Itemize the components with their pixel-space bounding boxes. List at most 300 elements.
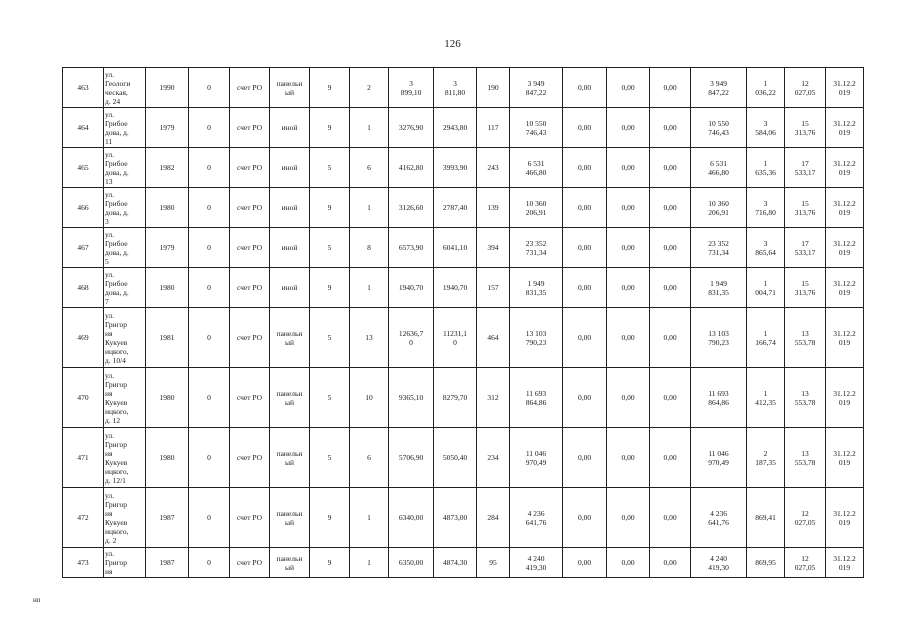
cell-floors-line: 5: [327, 393, 332, 402]
cell-fund-account-line: счет РО: [236, 558, 263, 567]
cell-cost-per-m2-line: 635,36: [755, 167, 776, 177]
cell-cost-limit-line: 313,76: [794, 287, 816, 297]
cell-owners-funds: [691, 368, 747, 428]
cell-fund-regional-line: 0,00: [621, 333, 635, 342]
cell-completion-date-line: 31.12.2: [833, 388, 856, 398]
cell-cost-per-m2: [747, 368, 785, 428]
cell-total-cost-line: 10 550: [525, 118, 547, 128]
cell-fund-local: [650, 108, 691, 148]
cell-entrances-line: 10: [365, 393, 373, 402]
cell-address-line: Грибое: [105, 158, 128, 168]
cell-address: [104, 428, 146, 488]
cell-fund-regional: [607, 228, 650, 268]
cell-area-living-line: 3993,90: [442, 163, 468, 172]
cell-owners-funds-line: 419,30: [708, 562, 729, 572]
cell-total-cost-line: 790,23: [525, 337, 547, 347]
cell-residents: [477, 228, 510, 268]
cell-row-number-line: 466: [77, 203, 89, 212]
cell-area-total-line: 12636,7: [398, 328, 424, 338]
cell-year-built: [146, 268, 189, 308]
cell-fund-local: [650, 268, 691, 308]
cell-total-cost: [510, 148, 563, 188]
cell-total-cost-line: 10 360: [525, 198, 547, 208]
cell-address-line: Григор: [105, 499, 128, 509]
cell-area-living-line: 5050,40: [442, 453, 468, 462]
cell-wall-material-line: иной: [281, 203, 298, 212]
cell-address-line: ул.: [105, 490, 115, 500]
cell-completion-date: [826, 188, 864, 228]
cell-completion-date-line: 019: [838, 397, 851, 407]
cell-completion-date-line: 019: [838, 247, 851, 257]
cell-owners-funds-line: 864,86: [708, 397, 729, 407]
cell-total-cost: [510, 268, 563, 308]
cell-year-built-line: 1987: [159, 513, 175, 522]
cell-entrances-line: 8: [367, 243, 371, 252]
cell-address-line: д. 24: [105, 96, 121, 106]
cell-area-total-line: 0: [409, 337, 413, 347]
table-row: [63, 308, 864, 368]
cell-cost-per-m2-line: 187,35: [755, 457, 776, 467]
cell-zero-value: [189, 368, 230, 428]
cell-zero-value: [189, 428, 230, 488]
cell-area-living: [434, 488, 477, 548]
cell-row-number: [63, 228, 104, 268]
cell-area-living: [434, 228, 477, 268]
cell-address-line: ия: [105, 328, 113, 338]
cell-address-line: 11: [105, 136, 113, 146]
cell-address: [104, 68, 146, 108]
cell-total-cost-line: 11 046: [525, 448, 547, 458]
cell-fund-local: [650, 68, 691, 108]
cell-year-built-line: 1990: [159, 83, 175, 92]
cell-completion-date-line: 019: [838, 287, 851, 297]
cell-fund-local-line: 0,00: [663, 558, 677, 567]
cell-entrances-line: 1: [367, 283, 371, 292]
cell-wall-material: [270, 368, 310, 428]
cell-row-number-line: 470: [77, 393, 89, 402]
cell-fund-local-line: 0,00: [663, 243, 677, 252]
cell-entrances: [350, 368, 389, 428]
cell-residents-line: 284: [487, 513, 499, 522]
cell-owners-funds-line: 13 103: [708, 328, 729, 338]
cell-owners-funds: [691, 548, 747, 578]
table-row: [63, 488, 864, 548]
cell-fund-account-line: счет РО: [236, 203, 263, 212]
cell-wall-material-line: панельн: [276, 553, 303, 563]
cell-address: [104, 228, 146, 268]
cell-address: [104, 548, 146, 578]
cell-cost-limit-line: 13: [801, 388, 809, 398]
cell-fund-regional-line: 0,00: [621, 83, 635, 92]
cell-zero-value: [189, 188, 230, 228]
cell-address: [104, 108, 146, 148]
cell-zero-value: [189, 268, 230, 308]
cell-row-number-line: 473: [77, 558, 89, 567]
cell-entrances-line: 6: [367, 453, 371, 462]
cell-total-cost-line: 831,35: [525, 287, 547, 297]
cell-total-cost: [510, 488, 563, 548]
cell-zero-value-line: 0: [207, 558, 211, 567]
cell-fund-account: [230, 148, 270, 188]
cell-fund-regional-line: 0,00: [621, 203, 635, 212]
cell-zero-value: [189, 148, 230, 188]
cell-fund-account: [230, 548, 270, 578]
cell-cost-limit: [785, 548, 826, 578]
cell-address-line: 3: [105, 216, 109, 226]
cell-cost-limit: [785, 228, 826, 268]
cell-fund-regional: [607, 148, 650, 188]
cell-owners-funds-line: 466,80: [708, 167, 729, 177]
cell-residents-line: 95: [489, 558, 497, 567]
cell-address: [104, 308, 146, 368]
cell-area-total: [389, 428, 434, 488]
cell-residents: [477, 368, 510, 428]
cell-fund-regional-line: 0,00: [621, 453, 635, 462]
cell-fund-account: [230, 308, 270, 368]
cell-completion-date-line: 019: [838, 87, 851, 97]
cell-wall-material: [270, 548, 310, 578]
cell-address-line: ул.: [105, 109, 115, 119]
cell-total-cost-line: 746,43: [525, 127, 547, 137]
cell-cost-per-m2-line: 869,95: [755, 558, 776, 567]
cell-year-built-line: 1980: [159, 453, 175, 462]
cell-year-built-line: 1979: [159, 243, 175, 252]
cell-completion-date-line: 31.12.2: [833, 328, 856, 338]
cell-wall-material-line: панельн: [276, 78, 303, 88]
cell-total-cost-line: 731,34: [525, 247, 547, 257]
cell-completion-date-line: 019: [838, 562, 851, 572]
cell-fund-federal-line: 0,00: [577, 283, 592, 292]
cell-wall-material-line: ый: [284, 457, 295, 467]
cell-entrances-line: 1: [367, 203, 371, 212]
cell-cost-limit: [785, 108, 826, 148]
cell-fund-federal-line: 0,00: [577, 393, 592, 402]
cell-year-built-line: 1980: [159, 283, 175, 292]
cell-fund-local: [650, 428, 691, 488]
cell-floors: [310, 428, 350, 488]
cell-floors-line: 9: [327, 83, 332, 92]
cell-area-total-line: 3: [409, 78, 413, 88]
cell-fund-federal-line: 0,00: [577, 243, 592, 252]
cell-completion-date-line: 019: [838, 337, 851, 347]
cell-cost-per-m2-line: 584,06: [755, 127, 776, 137]
cell-floors: [310, 268, 350, 308]
cell-entrances: [350, 148, 389, 188]
cell-row-number: [63, 148, 104, 188]
cell-area-total-line: 899,10: [400, 87, 422, 97]
cell-wall-material: [270, 108, 310, 148]
cell-owners-funds-line: 11 693: [708, 388, 729, 398]
cell-address: [104, 488, 146, 548]
footer-mark: нп: [33, 596, 41, 604]
cell-area-total: [389, 228, 434, 268]
cell-area-living-line: 3: [453, 78, 457, 88]
cell-cost-limit: [785, 148, 826, 188]
cell-entrances: [350, 488, 389, 548]
cell-wall-material-line: панельн: [276, 328, 303, 338]
cell-cost-per-m2: [747, 188, 785, 228]
cell-entrances-line: 13: [365, 333, 373, 342]
cell-zero-value: [189, 108, 230, 148]
cell-cost-per-m2-line: 004,71: [755, 287, 776, 297]
cell-address-line: 7: [105, 296, 109, 306]
cell-wall-material-line: панельн: [276, 448, 303, 458]
cell-fund-account: [230, 68, 270, 108]
cell-row-number: [63, 488, 104, 548]
cell-cost-per-m2-line: 3: [763, 198, 768, 208]
cell-cost-limit-line: 13: [801, 328, 809, 338]
cell-residents: [477, 548, 510, 578]
cell-address-line: ия: [105, 448, 113, 458]
cell-entrances-line: 6: [367, 163, 371, 172]
cell-row-number: [63, 68, 104, 108]
table-row: [63, 368, 864, 428]
cell-address: [104, 268, 146, 308]
cell-area-living-line: 1940,70: [442, 283, 468, 292]
cell-completion-date: [826, 488, 864, 548]
cell-completion-date-line: 019: [838, 457, 851, 467]
cell-floors: [310, 148, 350, 188]
cell-area-total-line: 6573,90: [398, 243, 424, 252]
cell-fund-local-line: 0,00: [663, 123, 677, 132]
cell-fund-account: [230, 188, 270, 228]
cell-owners-funds: [691, 68, 747, 108]
cell-cost-limit: [785, 68, 826, 108]
cell-zero-value: [189, 228, 230, 268]
page-number: 126: [444, 38, 461, 50]
cell-area-total-line: 6350,00: [398, 558, 424, 567]
cell-row-number: [63, 268, 104, 308]
cell-wall-material-line: ый: [284, 87, 295, 97]
cell-address-line: Грибое: [105, 278, 128, 288]
cell-fund-federal-line: 0,00: [577, 513, 592, 522]
cell-cost-per-m2-line: 036,22: [755, 87, 776, 97]
cell-wall-material-line: ый: [284, 562, 295, 572]
cell-zero-value: [189, 548, 230, 578]
cell-address-line: ия: [105, 388, 113, 398]
cell-fund-federal-line: 0,00: [577, 203, 592, 212]
cell-row-number-line: 472: [77, 513, 89, 522]
cell-total-cost-line: 3 949: [527, 78, 545, 88]
cell-year-built: [146, 308, 189, 368]
cell-fund-federal: [563, 548, 607, 578]
cell-cost-per-m2-line: 1: [763, 328, 768, 338]
cell-fund-local-line: 0,00: [663, 393, 677, 402]
cell-address-line: дова, д.: [105, 127, 129, 137]
cell-address: [104, 368, 146, 428]
cell-fund-federal-line: 0,00: [577, 333, 592, 342]
cell-fund-federal: [563, 228, 607, 268]
cell-cost-limit: [785, 308, 826, 368]
cell-total-cost-line: 847,22: [525, 87, 547, 97]
cell-wall-material-line: иной: [281, 123, 298, 132]
cell-cost-limit-line: 15: [801, 278, 809, 288]
cell-total-cost-line: 4 240: [527, 553, 545, 563]
cell-residents: [477, 308, 510, 368]
cell-year-built: [146, 148, 189, 188]
cell-floors: [310, 308, 350, 368]
cell-row-number-line: 464: [77, 123, 89, 132]
cell-zero-value-line: 0: [207, 163, 211, 172]
cell-area-living: [434, 428, 477, 488]
cell-fund-regional-line: 0,00: [621, 283, 635, 292]
cell-row-number: [63, 548, 104, 578]
housing-register-table-wrapper: [62, 67, 864, 578]
cell-cost-limit-line: 15: [801, 198, 809, 208]
cell-cost-per-m2-line: 1: [763, 278, 768, 288]
cell-zero-value-line: 0: [207, 123, 211, 132]
cell-owners-funds-line: 746,43: [708, 127, 729, 137]
cell-completion-date-line: 31.12.2: [833, 278, 856, 288]
cell-cost-per-m2-line: 869,41: [755, 513, 776, 522]
cell-owners-funds-line: 206,91: [708, 207, 729, 217]
cell-wall-material-line: панельн: [276, 388, 303, 398]
cell-fund-local-line: 0,00: [663, 283, 677, 292]
cell-entrances: [350, 68, 389, 108]
cell-cost-per-m2: [747, 228, 785, 268]
cell-area-total-line: 9365,10: [398, 393, 424, 402]
cell-wall-material: [270, 488, 310, 548]
cell-zero-value-line: 0: [207, 453, 211, 462]
cell-owners-funds: [691, 108, 747, 148]
cell-fund-account: [230, 108, 270, 148]
cell-wall-material: [270, 268, 310, 308]
cell-total-cost-line: 13 103: [525, 328, 547, 338]
cell-fund-regional: [607, 428, 650, 488]
cell-year-built-line: 1982: [159, 163, 175, 172]
cell-cost-limit-line: 12: [801, 553, 809, 563]
cell-residents-line: 394: [487, 243, 499, 252]
cell-area-total-line: 1940,70: [398, 283, 424, 292]
cell-area-living-line: 8279,70: [442, 393, 468, 402]
cell-entrances: [350, 428, 389, 488]
cell-completion-date: [826, 108, 864, 148]
cell-fund-federal: [563, 368, 607, 428]
cell-fund-local-line: 0,00: [663, 163, 677, 172]
cell-fund-federal: [563, 148, 607, 188]
cell-fund-regional-line: 0,00: [621, 513, 635, 522]
cell-address-line: 5: [105, 256, 109, 266]
cell-floors-line: 5: [327, 163, 332, 172]
cell-fund-local: [650, 228, 691, 268]
cell-fund-local-line: 0,00: [663, 83, 677, 92]
cell-completion-date: [826, 428, 864, 488]
cell-area-living-line: 4874,30: [442, 558, 468, 567]
cell-entrances-line: 1: [367, 558, 371, 567]
cell-floors-line: 9: [327, 203, 332, 212]
cell-address-line: ул.: [105, 149, 115, 159]
cell-address-line: Грибое: [105, 238, 128, 248]
cell-area-living: [434, 308, 477, 368]
cell-area-living: [434, 268, 477, 308]
cell-cost-per-m2-line: 1: [763, 158, 768, 168]
cell-zero-value-line: 0: [207, 243, 211, 252]
cell-total-cost-line: 419,30: [525, 562, 547, 572]
cell-area-living: [434, 148, 477, 188]
cell-fund-federal: [563, 488, 607, 548]
cell-area-living-line: 2787,40: [442, 203, 468, 212]
cell-floors-line: 5: [327, 333, 332, 342]
cell-entrances: [350, 228, 389, 268]
cell-year-built: [146, 188, 189, 228]
cell-total-cost-line: 641,76: [525, 517, 547, 527]
cell-area-total: [389, 68, 434, 108]
cell-address-line: д. 10/4: [105, 355, 126, 365]
cell-fund-regional: [607, 108, 650, 148]
cell-address-line: ицкого,: [105, 346, 129, 356]
cell-address-line: д. 12/1: [105, 475, 126, 485]
cell-address-line: Грибое: [105, 198, 128, 208]
cell-fund-local: [650, 548, 691, 578]
cell-entrances: [350, 268, 389, 308]
cell-entrances: [350, 188, 389, 228]
table-row: [63, 428, 864, 488]
cell-year-built-line: 1980: [159, 393, 175, 402]
cell-cost-limit-line: 17: [801, 238, 809, 248]
cell-cost-per-m2: [747, 108, 785, 148]
cell-wall-material: [270, 148, 310, 188]
cell-completion-date-line: 019: [838, 127, 851, 137]
cell-cost-limit-line: 15: [801, 118, 809, 128]
cell-wall-material-line: иной: [281, 243, 298, 252]
cell-owners-funds-line: 847,22: [708, 87, 729, 97]
cell-area-living: [434, 188, 477, 228]
cell-owners-funds: [691, 228, 747, 268]
cell-residents: [477, 268, 510, 308]
cell-address-line: Григор: [105, 379, 128, 389]
cell-total-cost: [510, 188, 563, 228]
cell-completion-date: [826, 548, 864, 578]
cell-owners-funds-line: 10 360: [708, 198, 729, 208]
cell-area-living: [434, 68, 477, 108]
cell-completion-date-line: 31.12.2: [833, 118, 856, 128]
cell-owners-funds: [691, 488, 747, 548]
cell-address-line: Григор: [105, 439, 128, 449]
cell-floors: [310, 188, 350, 228]
cell-total-cost: [510, 368, 563, 428]
cell-wall-material-line: иной: [281, 283, 298, 292]
cell-cost-limit-line: 13: [801, 448, 809, 458]
table-row: [63, 108, 864, 148]
cell-cost-per-m2: [747, 428, 785, 488]
cell-cost-limit-line: 533,17: [794, 167, 816, 177]
cell-fund-account-line: счет РО: [236, 333, 263, 342]
cell-cost-limit: [785, 368, 826, 428]
cell-address-line: 13: [105, 176, 113, 186]
cell-owners-funds-line: 641,76: [708, 517, 729, 527]
cell-residents: [477, 188, 510, 228]
cell-area-total-line: 3126,60: [398, 203, 424, 212]
cell-total-cost-line: 1 949: [527, 278, 545, 288]
cell-cost-limit-line: 533,17: [794, 247, 816, 257]
cell-completion-date-line: 31.12.2: [833, 508, 856, 518]
cell-zero-value-line: 0: [207, 203, 211, 212]
cell-cost-per-m2: [747, 68, 785, 108]
cell-area-living-line: 4873,00: [442, 513, 468, 522]
cell-fund-account: [230, 488, 270, 548]
cell-wall-material-line: ый: [284, 397, 295, 407]
cell-total-cost: [510, 68, 563, 108]
cell-owners-funds-line: 3 949: [710, 78, 727, 88]
cell-row-number: [63, 108, 104, 148]
cell-cost-limit: [785, 488, 826, 548]
cell-fund-local: [650, 188, 691, 228]
cell-zero-value-line: 0: [207, 513, 211, 522]
cell-address-line: ицкого,: [105, 526, 129, 536]
cell-entrances: [350, 108, 389, 148]
cell-address-line: ул.: [105, 310, 115, 320]
cell-cost-limit-line: 12: [801, 508, 809, 518]
